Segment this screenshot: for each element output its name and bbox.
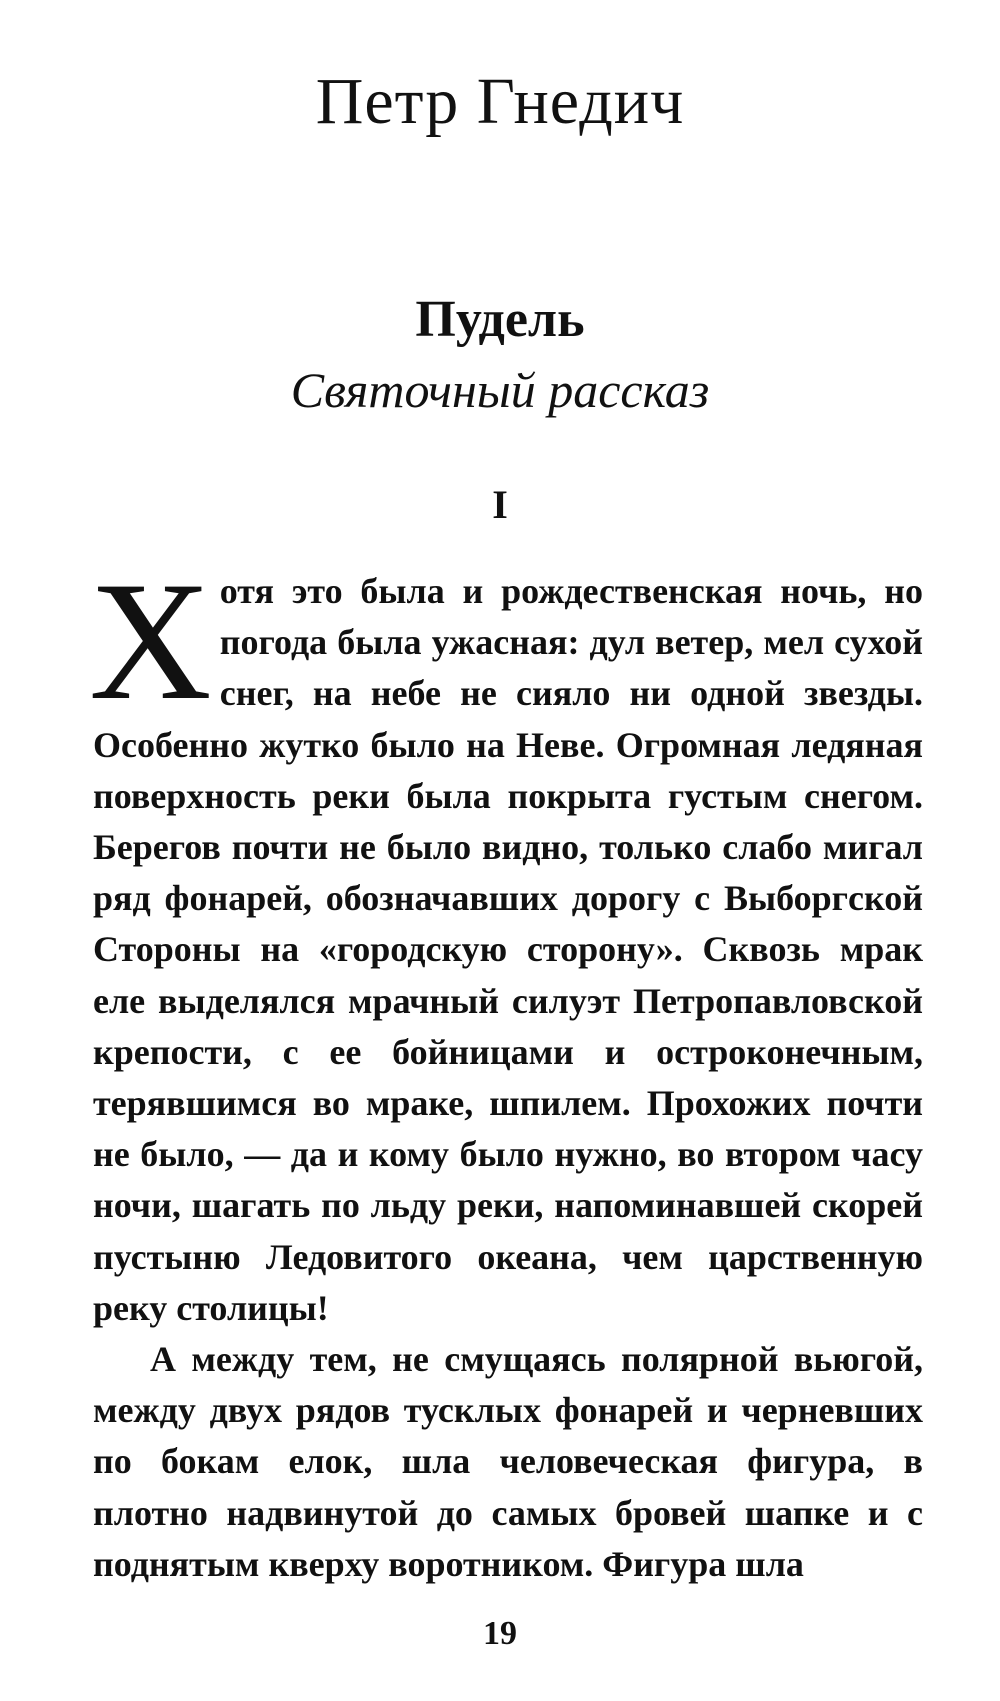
paragraph-1-text: отя это была и рождественская ночь, но погода была ужасная: дул ветер, мел сухой снег, на небе не сияло ни одной звезды. Особенно жутко было на Неве. Огромная ледяная поверхность реки была покрыта густым снегом. Берегов почти не было видно, только слабо мигал ряд фонарей, обозначавших дорогу с Выборгской Стороны на «городскую сторону». Сквозь мрак еле выделялся мрачный силуэт Петропавловской крепости, с ее бойницами и остроконечным, терявшимся во мраке, шпилем. Прохожих почти не было, — да и кому было нужно, во втором часу ночи, шагать по льду реки, напоминавшей скорей пустыню Ледовитого океана, чем царственную реку столицы! — [93, 571, 923, 1328]
paragraph-1 — [89, 547, 923, 1334]
chapter-number: I — [492, 482, 508, 527]
drop-cap: Х — [89, 547, 212, 735]
page-number: 19 — [483, 1615, 517, 1652]
paragraph-2: А между тем, не смущаясь полярной вьюгой, между двух рядов тусклых фонарей и черневших по бокам елок, шла человеческая фигура, в плотно надвинутой до самых бровей шапке и с поднятым кверху воротником. Фигура шла — [93, 1339, 923, 1584]
story-subtitle: Святочный рассказ — [290, 362, 710, 418]
author-name: Петр Гнедич — [315, 65, 685, 138]
body-text — [89, 547, 923, 1590]
story-title: Пудель — [415, 291, 585, 348]
